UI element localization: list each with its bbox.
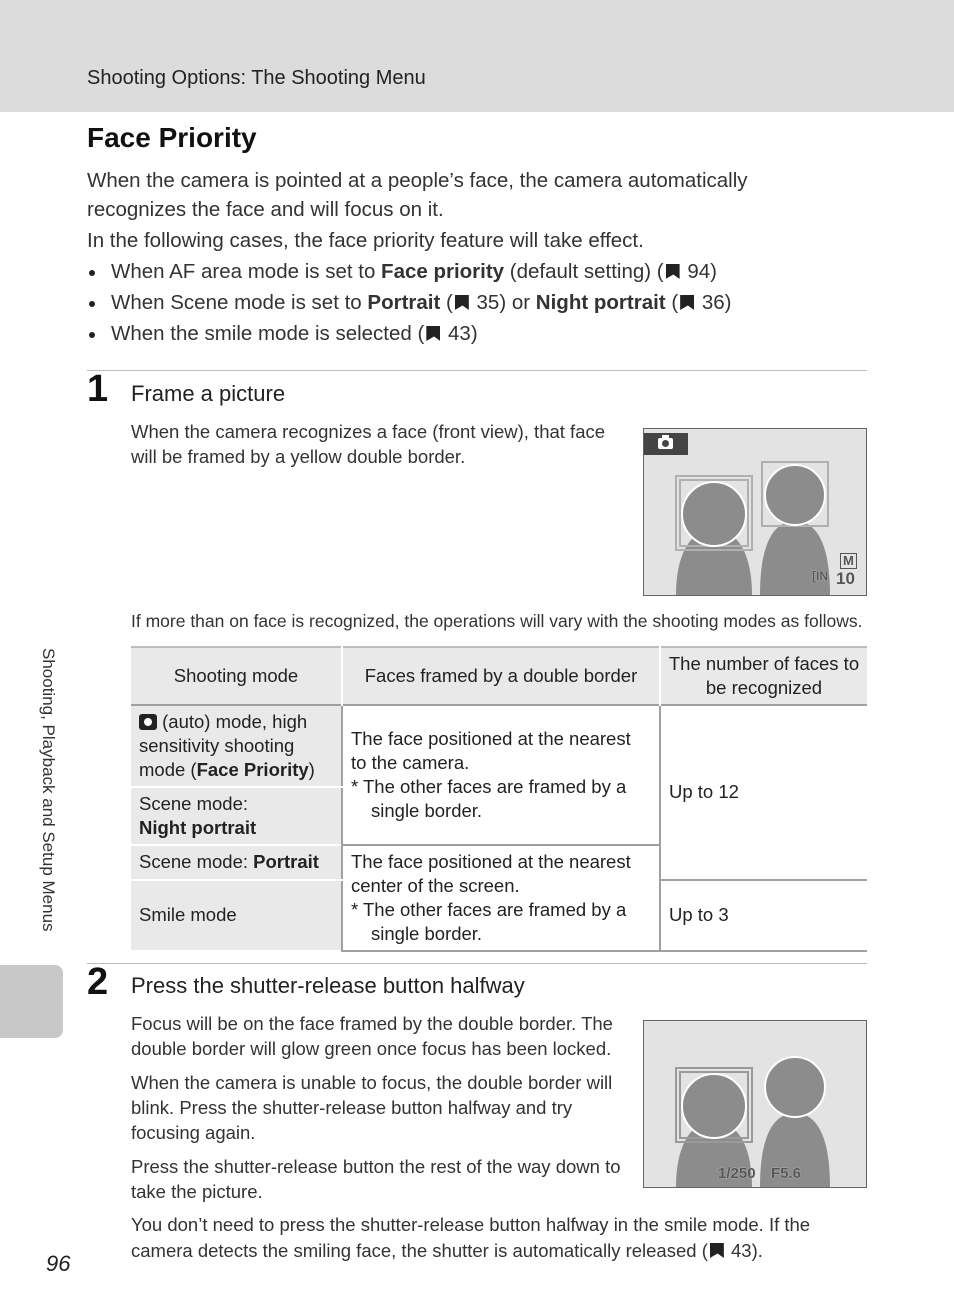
shooting-modes-table — [131, 646, 867, 952]
mode-cell: Scene mode: Portrait — [131, 845, 342, 880]
aperture-readout: F5.6 — [771, 1165, 802, 1182]
list-item: When the smile mode is selected ( 43) — [87, 322, 732, 353]
column-header: The number of faces to be recognized — [660, 647, 867, 705]
table-intro-note: If more than on face is recognized, the operations will vary with the shooting modes as follows. — [131, 611, 863, 631]
internal-memory-icon: [IN — [812, 569, 828, 583]
border-behavior-cell: The face positioned at the nearest to the camera. * The other faces are framed by a single border. — [342, 705, 660, 845]
faces-illustration — [644, 1021, 866, 1187]
face-count-cell: Up to 3 — [660, 880, 867, 951]
page-reference-icon — [680, 295, 694, 310]
conditions-list — [87, 260, 732, 353]
mode-cell: Smile mode — [131, 880, 342, 951]
smile-mode-note: You don’t need to press the shutter-release button halfway in the smile mode. If the camera detects the smiling face, the shutter is automatically released ( 43). — [131, 1214, 811, 1261]
camera-mode-icon — [644, 433, 688, 455]
mode-cell: Scene mode: Night portrait — [131, 787, 342, 845]
table-header-row — [131, 647, 867, 705]
step-title: Frame a picture — [131, 381, 286, 406]
column-header: Shooting mode — [131, 647, 342, 705]
camera-screen-illustration — [643, 1020, 867, 1188]
page-title: Face Priority — [87, 122, 257, 153]
step-description: When the camera recognizes a face (front view), that face will be framed by a yellow double border. — [131, 421, 606, 467]
shutter-speed-readout: 1/250 — [718, 1165, 756, 1182]
page-reference-icon — [666, 264, 680, 279]
divider — [87, 370, 867, 371]
page-reference-icon — [426, 326, 440, 341]
page-reference-icon — [710, 1243, 724, 1258]
step-paragraph: Press the shutter-release button the rest of the way down to take the picture. — [131, 1156, 621, 1202]
list-item: When AF area mode is set to Face priority (default setting) ( 94) — [87, 260, 732, 291]
exposure-count: 10 — [836, 569, 855, 588]
table-row — [131, 705, 867, 787]
step-number: 1 — [87, 368, 109, 410]
side-label-text: Shooting, Playback and Setup Menus — [39, 648, 58, 932]
list-item: When Scene mode is set to Portrait ( 35) or Night portrait ( 36) — [87, 291, 732, 322]
mode-cell: (auto) mode, high sensitivity shooting mode (Face Priority) — [131, 705, 342, 787]
section-tab — [0, 965, 63, 1038]
side-label — [38, 648, 58, 958]
step-title: Press the shutter-release button halfway — [131, 973, 525, 998]
border-behavior-cell: The face positioned at the nearest center of the screen. * The other faces are framed by a single border. — [342, 845, 660, 951]
face-count-cell: Up to 12 — [660, 705, 867, 880]
column-header: Faces framed by a double border — [342, 647, 660, 705]
step-paragraph: Focus will be on the face framed by the double border. The double border will glow green once focus has been locked. — [131, 1013, 613, 1059]
camera-screen-illustration — [643, 428, 867, 596]
divider — [87, 963, 867, 964]
running-header: Shooting Options: The Shooting Menu — [87, 67, 426, 89]
page-reference-icon — [455, 295, 469, 310]
image-size-icon: M — [840, 553, 857, 569]
step-number: 2 — [87, 961, 109, 1003]
page-number: 96 — [46, 1251, 71, 1276]
camera-auto-icon — [139, 714, 157, 730]
header-band — [0, 0, 954, 112]
step-paragraph: When the camera is unable to focus, the double border will blink. Press the shutter-release button halfway and try focusing again. — [131, 1072, 613, 1143]
intro-paragraph: When the camera is pointed at a people’s face, the camera automatically recognizes the face and will focus on it. — [87, 169, 748, 221]
intro-paragraph-2: In the following cases, the face priority feature will take effect. — [87, 229, 644, 252]
